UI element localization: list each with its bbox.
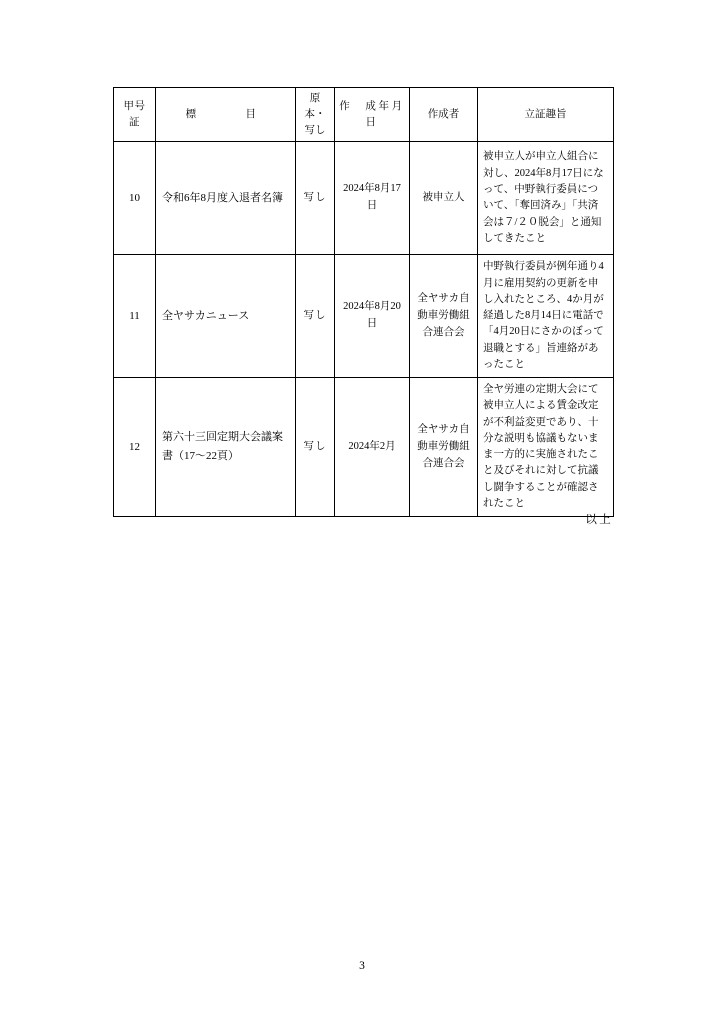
cell-no: 11 (114, 255, 156, 378)
column-header-title: 標 目 (156, 88, 296, 142)
cell-date: 2024年8月20日 (335, 255, 410, 378)
cell-author: 被申立人 (410, 142, 478, 255)
cell-date: 2024年2月 (335, 378, 410, 517)
closing-note: 以上 (585, 514, 613, 526)
cell-author: 全ヤサカ自動車労働組合連合会 (410, 378, 478, 517)
cell-date: 2024年8月17日 (335, 142, 410, 255)
cell-author: 全ヤサカ自動車労働組合連合会 (410, 255, 478, 378)
column-header-no: 甲号証 (114, 88, 156, 142)
cell-title: 全ヤサカニュース (156, 255, 296, 378)
table-body (114, 142, 614, 517)
cell-title: 令和6年8月度入退者名簿 (156, 142, 296, 255)
page-number: 3 (359, 960, 365, 972)
cell-title: 第六十三回定期大会議案書（17〜22頁） (156, 378, 296, 517)
column-header-gist: 立証趣旨 (478, 88, 614, 142)
cell-no: 10 (114, 142, 156, 255)
cell-no: 12 (114, 378, 156, 517)
cell-gist: 被申立人が申立人組合に対し、2024年8月17日になって、中野執行委員について、「奪回済み」「共済会は７/２０脱会」と通知してきたこと (478, 142, 614, 255)
table-header (114, 88, 614, 142)
cell-copy: 写し (296, 255, 335, 378)
cell-gist: 中野執行委員が例年通り4月に雇用契約の更新を申し入れたところ、4か月が経過した8月14日に電話で「4月20日にさかのぼって退職とする」旨連絡があったこと (478, 255, 614, 378)
column-header-author: 作成者 (410, 88, 478, 142)
cell-gist: 全ヤ労連の定期大会にて被申立人による賃金改定が不利益変更であり、十分な説明も協議もないまま一方的に実施されたこと及びそれに対して抗議し闘争することが確認されたこと (478, 378, 614, 517)
table-row (114, 378, 614, 517)
column-header-copy: 原本・写し (296, 88, 335, 142)
table-row (114, 255, 614, 378)
evidence-table (113, 87, 614, 517)
table-header-row (114, 88, 614, 142)
table-row (114, 142, 614, 255)
column-header-date: 作 成年月日 (335, 88, 410, 142)
cell-copy: 写し (296, 378, 335, 517)
cell-copy: 写し (296, 142, 335, 255)
